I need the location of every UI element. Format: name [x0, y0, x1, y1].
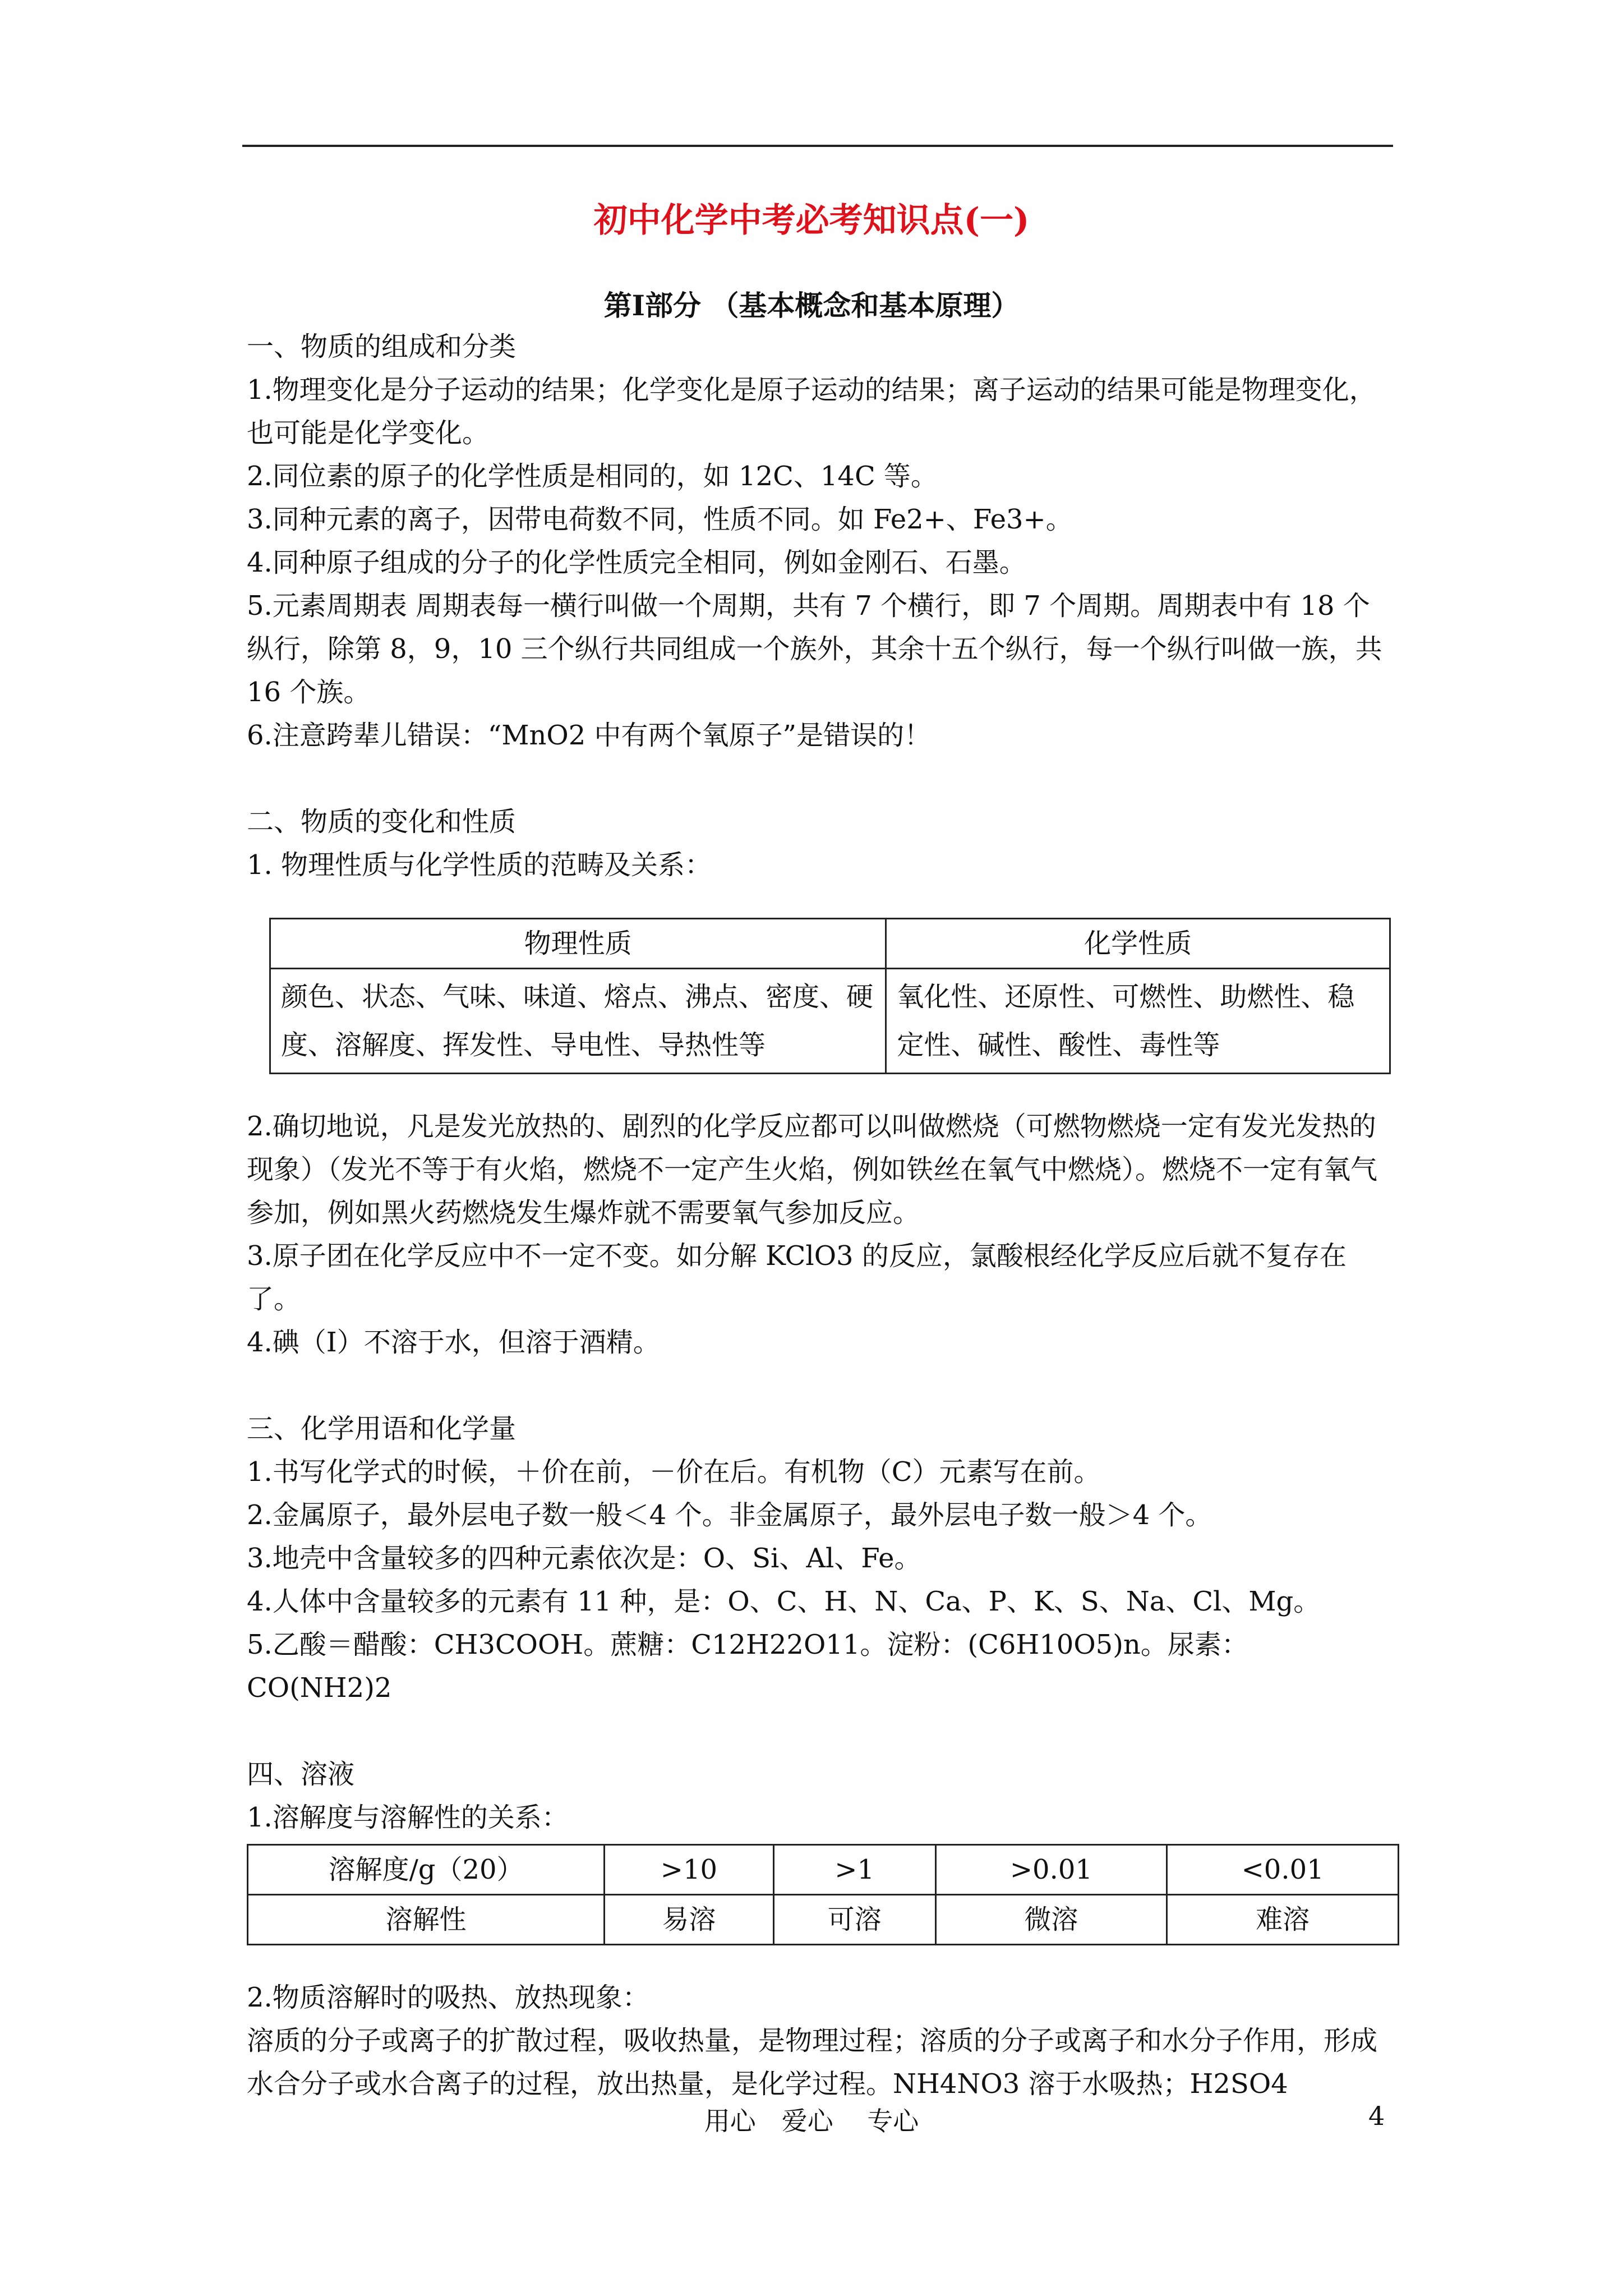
table-row [248, 1895, 1399, 1945]
section-1-item-6: 6.注意跨辈儿错误：“MnO2 中有两个氧原子”是错误的！ [247, 720, 932, 751]
spacer [247, 1710, 1391, 1753]
table-header-physical: 物理性质 [270, 919, 886, 969]
table-cell: 溶解度/g（20） [248, 1845, 605, 1895]
section-2-item-2: 2.确切地说，凡是发光放热的、剧烈的化学反应都可以叫做燃烧（可燃物燃烧一定有发光发热的现象）（发光不等于有火焰，燃烧不一定产生火焰，例如铁丝在氧气中燃烧）。燃烧不一定有氧气参加，例如黑火药燃烧发生爆炸就不需要氧气参加反应。 [247, 1111, 1378, 1228]
section-4-intro: 1.溶解度与溶解性的关系： [247, 1802, 569, 1833]
section-1-item-5: 5.元素周期表 周期表每一横行叫做一个周期，共有 7 个横行，即 7 个周期。周期表中有 18 个纵行，除第 8，9，10 三个纵行共同组成一个族外，其余十五个纵行，每一个纵行叫做一族，共 16 个族。 [247, 590, 1382, 708]
header-rule [242, 145, 1393, 147]
table-cell: 溶解性 [248, 1895, 605, 1945]
table-cell: 易溶 [605, 1895, 774, 1945]
section-3-item-1: 1.书写化学式的时候，＋价在前，－价在后。有机物（C）元素写在前。 [247, 1456, 1101, 1488]
section-1-heading: 一、物质的组成和分类 [247, 331, 517, 362]
table-cell: 微溶 [935, 1895, 1167, 1945]
document-subtitle: 第Ⅰ部分 （基本概念和基本原理） [603, 289, 1020, 322]
page-number: 4 [1368, 2101, 1385, 2131]
solubility-table [247, 1844, 1399, 1945]
section-1-item-1: 1.物理变化是分子运动的结果；化学变化是原子运动的结果；离子运动的结果可能是物理变化，也可能是化学变化。 [247, 374, 1376, 449]
section-2-item-3: 3.原子团在化学反应中不一定不变。如分解 KClO3 的反应，氯酸根经化学反应后就不复存在了。 [247, 1240, 1347, 1315]
document-body [247, 325, 1391, 2106]
table-cell: >0.01 [935, 1845, 1167, 1895]
table-row [270, 919, 1390, 969]
section-3-heading: 三、化学用语和化学量 [247, 1413, 517, 1444]
section-1-item-4: 4.同种原子组成的分子的化学性质完全相同，例如金刚石、石墨。 [247, 547, 1026, 578]
table-cell: 可溶 [773, 1895, 935, 1945]
section-2-intro: 1. 物理性质与化学性质的范畴及关系： [247, 849, 712, 881]
table-row [248, 1845, 1399, 1895]
section-3-item-3: 3.地壳中含量较多的四种元素依次是：O、Si、Al、Fe。 [247, 1543, 921, 1574]
footer-motto: 用心 爱心 专心 [704, 2106, 919, 2136]
spacer [247, 1364, 1391, 1407]
table-cell: <0.01 [1167, 1845, 1399, 1895]
section-1-item-3: 3.同种元素的离子，因带电荷数不同，性质不同。如 Fe2+、Fe3+。 [247, 504, 1073, 535]
section-1-item-2: 2.同位素的原子的化学性质是相同的，如 12C、14C 等。 [247, 461, 938, 492]
section-4-heading: 四、溶液 [247, 1759, 355, 1790]
table-cell-chemical: 氧化性、还原性、可燃性、助燃性、稳定性、碱性、酸性、毒性等 [886, 969, 1390, 1074]
table-cell: 难溶 [1167, 1895, 1399, 1945]
table-header-chemical: 化学性质 [886, 919, 1390, 969]
document-title: 初中化学中考必考知识点(一) [593, 201, 1030, 240]
spacer [247, 757, 1391, 800]
table-cell: >1 [773, 1845, 935, 1895]
table-cell-physical: 颜色、状态、气味、味道、熔点、沸点、密度、硬度、溶解度、挥发性、导电性、导热性等 [270, 969, 886, 1074]
section-3-item-4: 4.人体中含量较多的元素有 11 种，是：O、C、H、N、Ca、P、K、S、Na、Cl、Mg。 [247, 1586, 1321, 1617]
table-row [270, 969, 1390, 1074]
section-2-item-4: 4.碘（I）不溶于水，但溶于酒精。 [247, 1327, 660, 1358]
section-3-item-5: 5.乙酸＝醋酸：CH3COOH。蔗糖：C12H22O11。淀粉：(C6H10O5)n。尿素：CO(NH2)2 [247, 1629, 1248, 1704]
section-4-item-2-text: 溶质的分子或离子的扩散过程，吸收热量，是物理过程；溶质的分子或离子和水分子作用，形成水合分子或水合离子的过程，放出热量，是化学过程。NH4NO3 溶于水吸热；H2SO4 [247, 2025, 1378, 2100]
section-3-item-2: 2.金属原子，最外层电子数一般＜4 个。非金属原子，最外层电子数一般＞4 个。 [247, 1499, 1212, 1531]
properties-table [269, 918, 1391, 1074]
section-2-heading: 二、物质的变化和性质 [247, 806, 517, 838]
table-cell: >10 [605, 1845, 774, 1895]
section-4-item-2-title: 2.物质溶解时的吸热、放热现象： [247, 1982, 649, 2013]
